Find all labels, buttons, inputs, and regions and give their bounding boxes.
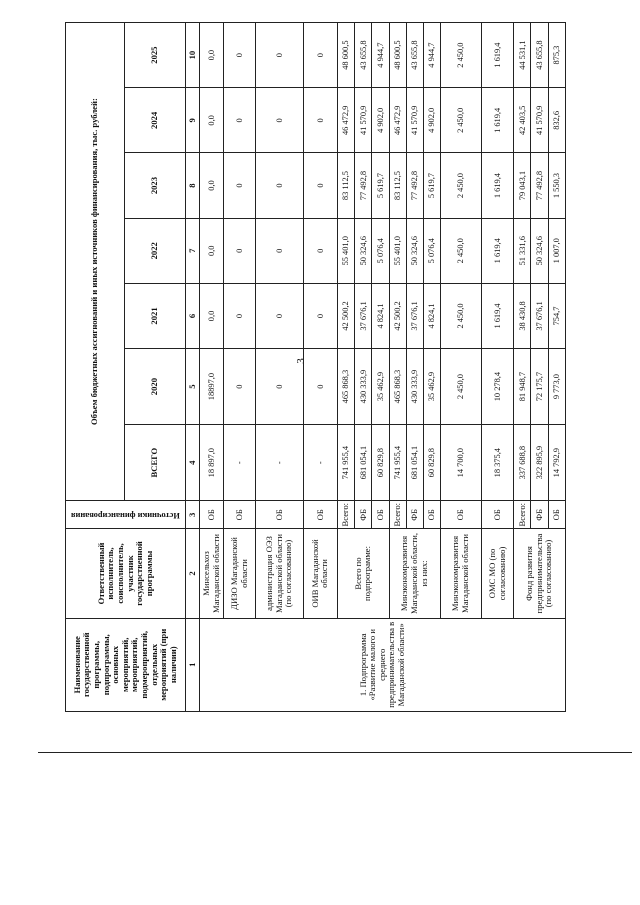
value-cell: 0,0 xyxy=(200,218,224,283)
value-cell: 55 401,0 xyxy=(389,218,406,283)
value-cell: 43 655,8 xyxy=(406,23,423,88)
page-number: 3 xyxy=(295,358,307,364)
header-year: 2021 xyxy=(124,283,185,348)
value-cell: 37 676,1 xyxy=(531,283,548,348)
source-cell: ФБ xyxy=(531,501,548,529)
value-cell: 1 619,4 xyxy=(482,88,514,153)
value-cell: 4 902,0 xyxy=(372,88,389,153)
source-cell: ОБ xyxy=(303,501,337,529)
table-row xyxy=(389,23,406,712)
column-number: 4 xyxy=(186,425,200,501)
value-cell: 2 450,0 xyxy=(441,349,482,425)
table-row xyxy=(441,23,482,712)
executor-cell: Минэкономразвития Магаданской области, из них: xyxy=(389,529,441,618)
header-year: 2023 xyxy=(124,153,185,218)
value-cell: 83 112,5 xyxy=(338,153,355,218)
value-cell: 48 600,5 xyxy=(338,23,355,88)
value-cell: - xyxy=(224,425,256,501)
value-cell: 0 xyxy=(303,218,337,283)
source-cell: ОБ xyxy=(256,501,303,529)
value-cell: 51 331,6 xyxy=(514,218,531,283)
value-cell: 0 xyxy=(256,218,303,283)
source-cell: ОБ xyxy=(548,501,565,529)
value-cell: 741 955,4 xyxy=(338,425,355,501)
source-cell: ОБ xyxy=(224,501,256,529)
value-cell: 832,6 xyxy=(548,88,565,153)
executor-cell: администрация ОЭЗ Магаданской области (по согласованию) xyxy=(256,529,303,618)
value-cell: 42 403,5 xyxy=(514,88,531,153)
header-source: Источники финансирования xyxy=(71,510,181,520)
value-cell: 0 xyxy=(256,23,303,88)
header-source-cell xyxy=(66,501,186,529)
value-cell: 44 531,1 xyxy=(514,23,531,88)
budget-table xyxy=(65,22,566,712)
value-cell: 4 944,7 xyxy=(372,23,389,88)
value-cell: 43 655,8 xyxy=(531,23,548,88)
value-cell: 35 462,9 xyxy=(424,349,441,425)
value-cell: 430 333,9 xyxy=(406,349,423,425)
table-row xyxy=(514,23,531,712)
header-year: 2022 xyxy=(124,218,185,283)
value-cell: 9 773,0 xyxy=(548,349,565,425)
value-cell: 0 xyxy=(303,153,337,218)
table-row xyxy=(482,23,514,712)
header-year: 2020 xyxy=(124,349,185,425)
value-cell: 46 472,9 xyxy=(389,88,406,153)
value-cell: 2 450,0 xyxy=(441,23,482,88)
value-cell: - xyxy=(256,425,303,501)
header-row-1 xyxy=(66,23,125,712)
value-cell: 681 054,1 xyxy=(355,425,372,501)
column-number: 5 xyxy=(186,349,200,425)
header-name: Наименование государственной программы, подпрограммы, основных мероприятий, мероприятий, подмероприятий, отдельных мероприятий (при наличии) xyxy=(66,618,186,711)
header-executor: Ответственный исполнитель, соисполнитель, участник государственной программы xyxy=(66,529,186,618)
value-cell: 0 xyxy=(256,88,303,153)
value-cell: 81 948,7 xyxy=(514,349,531,425)
executor-cell: ДИЗО Магаданской области xyxy=(224,529,256,618)
executor-cell: ОМС МО (по согласованию) xyxy=(482,529,514,618)
value-cell: 4 824,1 xyxy=(424,283,441,348)
rotated-table-container xyxy=(65,22,566,712)
table-row xyxy=(303,23,337,712)
value-cell: 0 xyxy=(303,88,337,153)
executor-cell: Всего по подпрограмме: xyxy=(338,529,390,618)
value-cell: 0 xyxy=(224,218,256,283)
value-cell: 55 401,0 xyxy=(338,218,355,283)
value-cell: 465 868,3 xyxy=(389,349,406,425)
executor-cell: Фонд развития предпринимательства (по согласованию) xyxy=(514,529,566,618)
value-cell: 41 570,9 xyxy=(406,88,423,153)
value-cell: 10 278,4 xyxy=(482,349,514,425)
value-cell: 18 375,4 xyxy=(482,425,514,501)
source-cell: ФБ xyxy=(406,501,423,529)
source-cell: Всего: xyxy=(338,501,355,529)
value-cell: 14 700,0 xyxy=(441,425,482,501)
column-number: 6 xyxy=(186,283,200,348)
value-cell: 4 902,0 xyxy=(424,88,441,153)
table-row xyxy=(200,23,224,712)
column-number: 8 xyxy=(186,153,200,218)
program-name: 1. Подпрограмма «Развитие малого и среднего предпринимательства в Магаданской области» xyxy=(200,618,566,711)
source-cell: ОБ xyxy=(424,501,441,529)
value-cell: 0 xyxy=(224,349,256,425)
value-cell: 0,0 xyxy=(200,88,224,153)
value-cell: 681 054,1 xyxy=(406,425,423,501)
value-cell: 741 955,4 xyxy=(389,425,406,501)
column-number: 9 xyxy=(186,88,200,153)
executor-cell: Минэкономразвития Магаданской области xyxy=(441,529,482,618)
value-cell: 2 450,0 xyxy=(441,153,482,218)
value-cell: 37 676,1 xyxy=(406,283,423,348)
value-cell: 38 430,8 xyxy=(514,283,531,348)
column-number: 3 xyxy=(186,501,200,529)
value-cell: 875,3 xyxy=(548,23,565,88)
source-cell: Всего: xyxy=(389,501,406,529)
source-cell: Всего: xyxy=(514,501,531,529)
value-cell: 1 007,0 xyxy=(548,218,565,283)
source-cell: ОБ xyxy=(482,501,514,529)
table-row xyxy=(256,23,303,712)
value-cell: 50 324,6 xyxy=(355,218,372,283)
value-cell: 1 619,4 xyxy=(482,23,514,88)
value-cell: 337 688,8 xyxy=(514,425,531,501)
value-cell: 48 600,5 xyxy=(389,23,406,88)
source-cell: ОБ xyxy=(441,501,482,529)
value-cell: 4 944,7 xyxy=(424,23,441,88)
value-cell: 2 450,0 xyxy=(441,283,482,348)
value-cell: 5 076,4 xyxy=(424,218,441,283)
value-cell: 50 324,6 xyxy=(531,218,548,283)
value-cell: 77 492,8 xyxy=(531,153,548,218)
value-cell: 0 xyxy=(256,283,303,348)
value-cell: 5 619,7 xyxy=(372,153,389,218)
value-cell: 0,0 xyxy=(200,283,224,348)
executor-cell: Минсельхоз Магаданской области xyxy=(200,529,224,618)
table-row xyxy=(224,23,256,712)
table-row xyxy=(338,23,355,712)
value-cell: 77 492,8 xyxy=(406,153,423,218)
value-cell: 2 450,0 xyxy=(441,218,482,283)
value-cell: 14 792,9 xyxy=(548,425,565,501)
value-cell: 5 619,7 xyxy=(424,153,441,218)
value-cell: 0,0 xyxy=(200,153,224,218)
value-cell: 37 676,1 xyxy=(355,283,372,348)
value-cell: 41 570,9 xyxy=(355,88,372,153)
value-cell: 0 xyxy=(256,153,303,218)
value-cell: 0 xyxy=(224,88,256,153)
source-cell: ФБ xyxy=(355,501,372,529)
value-cell: 1 619,4 xyxy=(482,153,514,218)
value-cell: 0 xyxy=(224,283,256,348)
header-year: 2024 xyxy=(124,88,185,153)
value-cell: 0 xyxy=(224,23,256,88)
value-cell: 60 829,8 xyxy=(372,425,389,501)
column-number: 10 xyxy=(186,23,200,88)
value-cell: 1 550,3 xyxy=(548,153,565,218)
source-cell: ОБ xyxy=(372,501,389,529)
executor-cell: ОИВ Магаданской области xyxy=(303,529,337,618)
value-cell: 77 492,8 xyxy=(355,153,372,218)
value-cell: 754,7 xyxy=(548,283,565,348)
value-cell: - xyxy=(303,425,337,501)
value-cell: 0 xyxy=(224,153,256,218)
value-cell: 35 462,9 xyxy=(372,349,389,425)
value-cell: 0,0 xyxy=(200,23,224,88)
column-number: 2 xyxy=(186,529,200,618)
value-cell: 430 333,9 xyxy=(355,349,372,425)
value-cell: 42 500,2 xyxy=(338,283,355,348)
value-cell: 18 897,0 xyxy=(200,425,224,501)
value-cell: 4 824,1 xyxy=(372,283,389,348)
value-cell: 43 655,8 xyxy=(355,23,372,88)
value-cell: 1 619,4 xyxy=(482,283,514,348)
value-cell: 322 895,9 xyxy=(531,425,548,501)
column-number: 1 xyxy=(186,618,200,711)
header-volume: Объем бюджетных ассигнований и иных источников финансирования, тыс. рублей: xyxy=(66,23,125,501)
source-cell: ОБ xyxy=(200,501,224,529)
value-cell: 1 619,4 xyxy=(482,218,514,283)
value-cell: 465 868,3 xyxy=(338,349,355,425)
value-cell: 41 570,9 xyxy=(531,88,548,153)
value-cell: 46 472,9 xyxy=(338,88,355,153)
value-cell: 60 829,8 xyxy=(424,425,441,501)
value-cell: 0 xyxy=(303,349,337,425)
value-cell: 50 324,6 xyxy=(406,218,423,283)
value-cell: 72 175,7 xyxy=(531,349,548,425)
value-cell: 2 450,0 xyxy=(441,88,482,153)
value-cell: 83 112,5 xyxy=(389,153,406,218)
header-year: 2025 xyxy=(124,23,185,88)
column-number-row xyxy=(186,23,200,712)
value-cell: 0 xyxy=(256,349,303,425)
header-total: ВСЕГО xyxy=(124,425,185,501)
value-cell: 79 043,1 xyxy=(514,153,531,218)
value-cell: 0 xyxy=(303,283,337,348)
value-cell: 42 500,2 xyxy=(389,283,406,348)
bottom-divider xyxy=(38,752,632,753)
value-cell: 18897,0 xyxy=(200,349,224,425)
value-cell: 5 076,4 xyxy=(372,218,389,283)
column-number: 7 xyxy=(186,218,200,283)
value-cell: 0 xyxy=(303,23,337,88)
